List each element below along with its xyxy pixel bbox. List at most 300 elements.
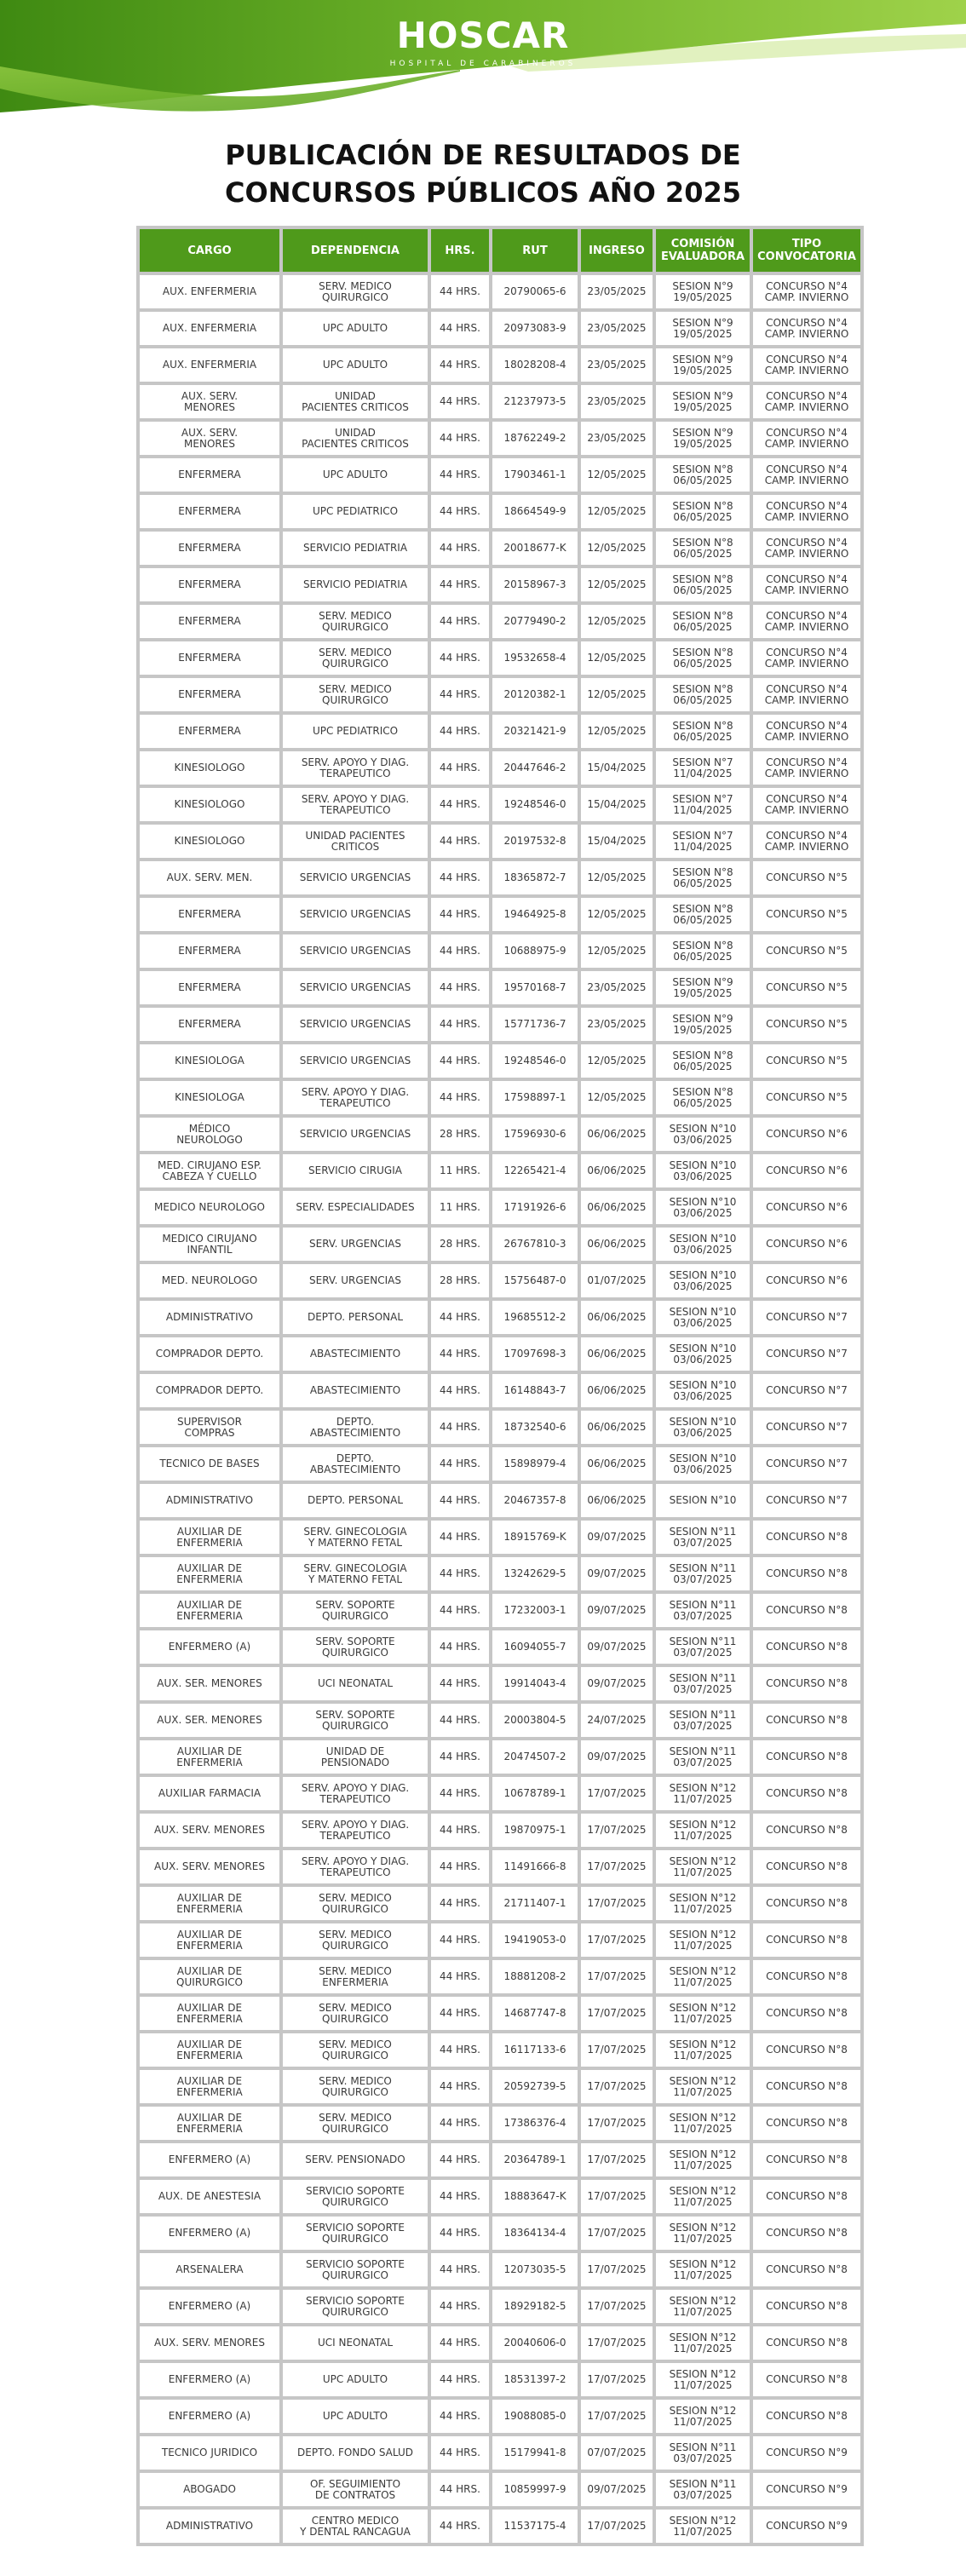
cell-comision: SESION N°12 11/07/2025 bbox=[656, 2143, 750, 2176]
cell-dependencia: UNIDAD PACIENTES CRITICOS bbox=[283, 385, 428, 418]
column-header-rut: RUT bbox=[492, 229, 578, 272]
cell-cargo: TECNICO JURIDICO bbox=[140, 2436, 279, 2470]
cell-ingreso: 01/07/2025 bbox=[581, 1264, 653, 1297]
column-header-hrs: HRS. bbox=[431, 229, 489, 272]
cell-cargo: AUX. SERV. MENORES bbox=[140, 1814, 279, 1847]
cell-cargo: MED. CIRUJANO ESP. CABEZA Y CUELLO bbox=[140, 1154, 279, 1187]
cell-cargo: AUXILIAR DE ENFERMERIA bbox=[140, 2033, 279, 2067]
cell-dependencia: SERV. APOYO Y DIAG. TERAPEUTICO bbox=[283, 788, 428, 821]
table-row bbox=[140, 1191, 860, 1224]
cell-ingreso: 09/07/2025 bbox=[581, 1667, 653, 1700]
cell-hrs: 44 HRS. bbox=[431, 1447, 489, 1481]
cell-hrs: 44 HRS. bbox=[431, 348, 489, 382]
cell-ingreso: 06/06/2025 bbox=[581, 1374, 653, 1407]
cell-hrs: 44 HRS. bbox=[431, 1557, 489, 1590]
cell-dependencia: DEPTO. FONDO SALUD bbox=[283, 2436, 428, 2470]
table-row bbox=[140, 825, 860, 858]
cell-ingreso: 17/07/2025 bbox=[581, 2363, 653, 2396]
cell-rut: 17596930-6 bbox=[492, 1118, 578, 1151]
cell-tipo: CONCURSO N°8 bbox=[753, 2217, 860, 2250]
cell-cargo: ENFERMERO (A) bbox=[140, 2290, 279, 2323]
cell-hrs: 44 HRS. bbox=[431, 312, 489, 345]
cell-comision: SESION N°8 06/05/2025 bbox=[656, 1044, 750, 1078]
cell-hrs: 44 HRS. bbox=[431, 2363, 489, 2396]
cell-dependencia: SERV. SOPORTE QUIRURGICO bbox=[283, 1704, 428, 1737]
table-row bbox=[140, 2363, 860, 2396]
cell-rut: 14687747-8 bbox=[492, 1997, 578, 2030]
cell-ingreso: 09/07/2025 bbox=[581, 1740, 653, 1774]
table-row bbox=[140, 495, 860, 528]
cell-cargo: ENFERMERA bbox=[140, 715, 279, 748]
cell-ingreso: 17/07/2025 bbox=[581, 2400, 653, 2433]
cell-dependencia: SERVICIO SOPORTE QUIRURGICO bbox=[283, 2253, 428, 2286]
cell-rut: 12265421-4 bbox=[492, 1154, 578, 1187]
cell-dependencia: SERV. MEDICO QUIRURGICO bbox=[283, 641, 428, 675]
cell-dependencia: CENTRO MEDICO Y DENTAL RANCAGUA bbox=[283, 2510, 428, 2543]
cell-tipo: CONCURSO N°6 bbox=[753, 1228, 860, 1261]
cell-hrs: 44 HRS. bbox=[431, 1337, 489, 1371]
cell-ingreso: 23/05/2025 bbox=[581, 385, 653, 418]
cell-comision: SESION N°9 19/05/2025 bbox=[656, 275, 750, 308]
cell-comision: SESION N°8 06/05/2025 bbox=[656, 898, 750, 931]
cell-hrs: 44 HRS. bbox=[431, 1374, 489, 1407]
cell-dependencia: DEPTO. PERSONAL bbox=[283, 1301, 428, 1334]
cell-comision: SESION N°10 03/06/2025 bbox=[656, 1191, 750, 1224]
cell-comision: SESION N°10 03/06/2025 bbox=[656, 1154, 750, 1187]
cell-comision: SESION N°9 19/05/2025 bbox=[656, 422, 750, 455]
cell-comision: SESION N°12 11/07/2025 bbox=[656, 1923, 750, 1957]
table-row bbox=[140, 1374, 860, 1407]
cell-dependencia: SERV. MEDICO QUIRURGICO bbox=[283, 275, 428, 308]
cell-tipo: CONCURSO N°8 bbox=[753, 2253, 860, 2286]
cell-tipo: CONCURSO N°8 bbox=[753, 1814, 860, 1847]
table-row bbox=[140, 641, 860, 675]
cell-tipo: CONCURSO N°9 bbox=[753, 2510, 860, 2543]
cell-ingreso: 24/07/2025 bbox=[581, 1704, 653, 1737]
table-row bbox=[140, 2217, 860, 2250]
cell-comision: SESION N°7 11/04/2025 bbox=[656, 751, 750, 785]
cell-rut: 17191926-6 bbox=[492, 1191, 578, 1224]
cell-tipo: CONCURSO N°7 bbox=[753, 1301, 860, 1334]
table-row bbox=[140, 715, 860, 748]
cell-comision: SESION N°12 11/07/2025 bbox=[656, 1850, 750, 1883]
cell-ingreso: 17/07/2025 bbox=[581, 1887, 653, 1920]
cell-rut: 19570168-7 bbox=[492, 971, 578, 1004]
cell-rut: 20040606-0 bbox=[492, 2326, 578, 2360]
table-row bbox=[140, 605, 860, 638]
cell-rut: 20790065-6 bbox=[492, 275, 578, 308]
cell-tipo: CONCURSO N°4 CAMP. INVIERNO bbox=[753, 532, 860, 565]
cell-tipo: CONCURSO N°8 bbox=[753, 2180, 860, 2213]
cell-cargo: ENFERMERA bbox=[140, 605, 279, 638]
cell-dependencia: OF. SEGUIMIENTO DE CONTRATOS bbox=[283, 2473, 428, 2506]
cell-rut: 17232003-1 bbox=[492, 1594, 578, 1627]
cell-comision: SESION N°8 06/05/2025 bbox=[656, 568, 750, 601]
cell-dependencia: UNIDAD PACIENTES CRITICOS bbox=[283, 422, 428, 455]
cell-rut: 19685512-2 bbox=[492, 1301, 578, 1334]
cell-rut: 20467357-8 bbox=[492, 1484, 578, 1517]
cell-ingreso: 06/06/2025 bbox=[581, 1447, 653, 1481]
cell-dependencia: ABASTECIMIENTO bbox=[283, 1337, 428, 1371]
cell-hrs: 44 HRS. bbox=[431, 678, 489, 711]
cell-rut: 20197532-8 bbox=[492, 825, 578, 858]
cell-comision: SESION N°12 11/07/2025 bbox=[656, 2217, 750, 2250]
cell-rut: 18364134-4 bbox=[492, 2217, 578, 2250]
cell-comision: SESION N°9 19/05/2025 bbox=[656, 971, 750, 1004]
cell-rut: 17097698-3 bbox=[492, 1337, 578, 1371]
cell-cargo: AUXILIAR DE ENFERMERIA bbox=[140, 1521, 279, 1554]
cell-tipo: CONCURSO N°8 bbox=[753, 2326, 860, 2360]
cell-cargo: ABOGADO bbox=[140, 2473, 279, 2506]
cell-rut: 18664549-9 bbox=[492, 495, 578, 528]
cell-rut: 19419053-0 bbox=[492, 1923, 578, 1957]
brand-subtitle: HOSPITAL DE CARABINEROS bbox=[389, 60, 577, 68]
cell-rut: 20447646-2 bbox=[492, 751, 578, 785]
cell-hrs: 44 HRS. bbox=[431, 1008, 489, 1041]
cell-hrs: 44 HRS. bbox=[431, 2326, 489, 2360]
cell-dependencia: UPC ADULTO bbox=[283, 348, 428, 382]
table-row bbox=[140, 1447, 860, 1481]
cell-rut: 19248546-0 bbox=[492, 788, 578, 821]
cell-dependencia: SERVICIO CIRUGIA bbox=[283, 1154, 428, 1187]
cell-hrs: 44 HRS. bbox=[431, 275, 489, 308]
cell-cargo: ENFERMERA bbox=[140, 568, 279, 601]
cell-dependencia: UNIDAD PACIENTES CRITICOS bbox=[283, 825, 428, 858]
cell-tipo: CONCURSO N°7 bbox=[753, 1337, 860, 1371]
cell-tipo: CONCURSO N°8 bbox=[753, 2070, 860, 2103]
cell-tipo: CONCURSO N°7 bbox=[753, 1484, 860, 1517]
cell-comision: SESION N°8 06/05/2025 bbox=[656, 641, 750, 675]
cell-cargo: AUX. SER. MENORES bbox=[140, 1704, 279, 1737]
cell-rut: 13242629-5 bbox=[492, 1557, 578, 1590]
cell-tipo: CONCURSO N°4 CAMP. INVIERNO bbox=[753, 751, 860, 785]
cell-tipo: CONCURSO N°8 bbox=[753, 1667, 860, 1700]
cell-cargo: MEDICO NEUROLOGO bbox=[140, 1191, 279, 1224]
cell-hrs: 44 HRS. bbox=[431, 2436, 489, 2470]
cell-cargo: AUX. SERV. MENORES bbox=[140, 2326, 279, 2360]
cell-comision: SESION N°10 03/06/2025 bbox=[656, 1411, 750, 1444]
cell-dependencia: ABASTECIMIENTO bbox=[283, 1374, 428, 1407]
cell-rut: 20018677-K bbox=[492, 532, 578, 565]
cell-rut: 20158967-3 bbox=[492, 568, 578, 601]
cell-hrs: 44 HRS. bbox=[431, 898, 489, 931]
cell-ingreso: 17/07/2025 bbox=[581, 2217, 653, 2250]
cell-ingreso: 12/05/2025 bbox=[581, 678, 653, 711]
table-row bbox=[140, 1887, 860, 1920]
cell-dependencia: SERVICIO SOPORTE QUIRURGICO bbox=[283, 2290, 428, 2323]
cell-comision: SESION N°12 11/07/2025 bbox=[656, 2253, 750, 2286]
cell-dependencia: SERV. GINECOLOGIA Y MATERNO FETAL bbox=[283, 1557, 428, 1590]
cell-ingreso: 23/05/2025 bbox=[581, 1008, 653, 1041]
cell-dependencia: SERVICIO URGENCIAS bbox=[283, 1118, 428, 1151]
cell-comision: SESION N°12 11/07/2025 bbox=[656, 1960, 750, 1993]
cell-cargo: AUX. SERV. MENORES bbox=[140, 385, 279, 418]
cell-comision: SESION N°9 19/05/2025 bbox=[656, 385, 750, 418]
table-row bbox=[140, 861, 860, 894]
cell-cargo: MED. NEUROLOGO bbox=[140, 1264, 279, 1297]
cell-cargo: AUXILIAR DE ENFERMERIA bbox=[140, 1997, 279, 2030]
cell-tipo: CONCURSO N°4 CAMP. INVIERNO bbox=[753, 641, 860, 675]
cell-dependencia: SERV. MEDICO QUIRURGICO bbox=[283, 1997, 428, 2030]
cell-cargo: ENFERMERO (A) bbox=[140, 2363, 279, 2396]
table-row bbox=[140, 2290, 860, 2323]
cell-ingreso: 06/06/2025 bbox=[581, 1411, 653, 1444]
cell-comision: SESION N°12 11/07/2025 bbox=[656, 1997, 750, 2030]
cell-tipo: CONCURSO N°8 bbox=[753, 1740, 860, 1774]
cell-cargo: MEDICO CIRUJANO INFANTIL bbox=[140, 1228, 279, 1261]
cell-cargo: ENFERMERO (A) bbox=[140, 1630, 279, 1664]
brand-name: HOSCAR bbox=[396, 14, 570, 56]
table-row bbox=[140, 1960, 860, 1993]
cell-rut: 17386376-4 bbox=[492, 2107, 578, 2140]
page-title bbox=[0, 136, 966, 211]
cell-cargo: ENFERMERO (A) bbox=[140, 2143, 279, 2176]
cell-rut: 19464925-8 bbox=[492, 898, 578, 931]
cell-comision: SESION N°11 03/07/2025 bbox=[656, 2436, 750, 2470]
cell-dependencia: UPC ADULTO bbox=[283, 458, 428, 492]
cell-ingreso: 06/06/2025 bbox=[581, 1337, 653, 1371]
cell-rut: 20003804-5 bbox=[492, 1704, 578, 1737]
cell-ingreso: 17/07/2025 bbox=[581, 1850, 653, 1883]
cell-hrs: 44 HRS. bbox=[431, 1484, 489, 1517]
cell-hrs: 44 HRS. bbox=[431, 1740, 489, 1774]
cell-tipo: CONCURSO N°6 bbox=[753, 1154, 860, 1187]
cell-ingreso: 12/05/2025 bbox=[581, 605, 653, 638]
table-row bbox=[140, 751, 860, 785]
cell-rut: 11537175-4 bbox=[492, 2510, 578, 2543]
cell-cargo: ENFERMERA bbox=[140, 678, 279, 711]
table-row bbox=[140, 458, 860, 492]
cell-ingreso: 12/05/2025 bbox=[581, 532, 653, 565]
cell-cargo: KINESIOLOGO bbox=[140, 751, 279, 785]
table-row bbox=[140, 934, 860, 968]
cell-hrs: 44 HRS. bbox=[431, 1301, 489, 1334]
cell-dependencia: UCI NEONATAL bbox=[283, 1667, 428, 1700]
cell-dependencia: SERVICIO URGENCIAS bbox=[283, 1044, 428, 1078]
cell-ingreso: 23/05/2025 bbox=[581, 275, 653, 308]
cell-hrs: 44 HRS. bbox=[431, 971, 489, 1004]
cell-comision: SESION N°10 03/06/2025 bbox=[656, 1264, 750, 1297]
column-header-comision: COMISIÓN EVALUADORA bbox=[656, 229, 750, 272]
table-row bbox=[140, 568, 860, 601]
table-row bbox=[140, 1850, 860, 1883]
table-row bbox=[140, 1777, 860, 1810]
cell-rut: 18028208-4 bbox=[492, 348, 578, 382]
cell-comision: SESION N°12 11/07/2025 bbox=[656, 1814, 750, 1847]
table-row bbox=[140, 312, 860, 345]
table-row bbox=[140, 1264, 860, 1297]
cell-hrs: 44 HRS. bbox=[431, 1777, 489, 1810]
cell-cargo: ENFERMERA bbox=[140, 971, 279, 1004]
cell-hrs: 44 HRS. bbox=[431, 2180, 489, 2213]
cell-cargo: AUX. ENFERMERIA bbox=[140, 348, 279, 382]
cell-comision: SESION N°10 bbox=[656, 1484, 750, 1517]
cell-dependencia: UNIDAD DE PENSIONADO bbox=[283, 1740, 428, 1774]
cell-rut: 19088085-0 bbox=[492, 2400, 578, 2433]
cell-ingreso: 17/07/2025 bbox=[581, 1997, 653, 2030]
cell-tipo: CONCURSO N°8 bbox=[753, 2107, 860, 2140]
cell-dependencia: SERVICIO SOPORTE QUIRURGICO bbox=[283, 2180, 428, 2213]
cell-comision: SESION N°11 03/07/2025 bbox=[656, 1740, 750, 1774]
cell-cargo: AUX. ENFERMERIA bbox=[140, 312, 279, 345]
table-row bbox=[140, 422, 860, 455]
cell-rut: 20364789-1 bbox=[492, 2143, 578, 2176]
cell-hrs: 44 HRS. bbox=[431, 1667, 489, 1700]
table-row bbox=[140, 898, 860, 931]
cell-hrs: 44 HRS. bbox=[431, 641, 489, 675]
cell-hrs: 44 HRS. bbox=[431, 788, 489, 821]
cell-rut: 20474507-2 bbox=[492, 1740, 578, 1774]
cell-hrs: 44 HRS. bbox=[431, 1044, 489, 1078]
column-header-tipo: TIPO CONVOCATORIA bbox=[753, 229, 860, 272]
cell-rut: 20120382-1 bbox=[492, 678, 578, 711]
cell-hrs: 44 HRS. bbox=[431, 1081, 489, 1114]
cell-comision: SESION N°8 06/05/2025 bbox=[656, 934, 750, 968]
cell-hrs: 44 HRS. bbox=[431, 1887, 489, 1920]
cell-tipo: CONCURSO N°5 bbox=[753, 1008, 860, 1041]
cell-tipo: CONCURSO N°5 bbox=[753, 898, 860, 931]
cell-tipo: CONCURSO N°4 CAMP. INVIERNO bbox=[753, 312, 860, 345]
cell-rut: 20592739-5 bbox=[492, 2070, 578, 2103]
table-row bbox=[140, 1594, 860, 1627]
cell-rut: 18762249-2 bbox=[492, 422, 578, 455]
cell-cargo: AUX. SERV. MEN. bbox=[140, 861, 279, 894]
cell-ingreso: 17/07/2025 bbox=[581, 2033, 653, 2067]
cell-comision: SESION N°11 03/07/2025 bbox=[656, 1630, 750, 1664]
cell-hrs: 44 HRS. bbox=[431, 532, 489, 565]
cell-comision: SESION N°12 11/07/2025 bbox=[656, 1887, 750, 1920]
cell-hrs: 44 HRS. bbox=[431, 2033, 489, 2067]
cell-hrs: 44 HRS. bbox=[431, 1997, 489, 2030]
cell-tipo: CONCURSO N°7 bbox=[753, 1447, 860, 1481]
cell-dependencia: UPC PEDIATRICO bbox=[283, 715, 428, 748]
cell-tipo: CONCURSO N°4 CAMP. INVIERNO bbox=[753, 458, 860, 492]
cell-cargo: AUX. DE ANESTESIA bbox=[140, 2180, 279, 2213]
cell-comision: SESION N°9 19/05/2025 bbox=[656, 1008, 750, 1041]
cell-rut: 15756487-0 bbox=[492, 1264, 578, 1297]
table-row bbox=[140, 1008, 860, 1041]
cell-ingreso: 06/06/2025 bbox=[581, 1154, 653, 1187]
table-row bbox=[140, 1630, 860, 1664]
table-row bbox=[140, 1228, 860, 1261]
cell-ingreso: 12/05/2025 bbox=[581, 861, 653, 894]
cell-cargo: AUXILIAR DE ENFERMERIA bbox=[140, 2107, 279, 2140]
cell-hrs: 44 HRS. bbox=[431, 715, 489, 748]
table-row bbox=[140, 1667, 860, 1700]
cell-dependencia: SERVICIO PEDIATRIA bbox=[283, 532, 428, 565]
cell-rut: 10688975-9 bbox=[492, 934, 578, 968]
cell-ingreso: 09/07/2025 bbox=[581, 1557, 653, 1590]
cell-dependencia: SERV. APOYO Y DIAG. TERAPEUTICO bbox=[283, 1081, 428, 1114]
cell-cargo: ENFERMERA bbox=[140, 458, 279, 492]
column-header-ingreso: INGRESO bbox=[581, 229, 653, 272]
cell-tipo: CONCURSO N°8 bbox=[753, 2033, 860, 2067]
cell-ingreso: 17/07/2025 bbox=[581, 1923, 653, 1957]
cell-comision: SESION N°12 11/07/2025 bbox=[656, 2033, 750, 2067]
table-row bbox=[140, 788, 860, 821]
cell-dependencia: UCI NEONATAL bbox=[283, 2326, 428, 2360]
cell-dependencia: SERV. APOYO Y DIAG. TERAPEUTICO bbox=[283, 1850, 428, 1883]
cell-rut: 20973083-9 bbox=[492, 312, 578, 345]
cell-ingreso: 17/07/2025 bbox=[581, 2510, 653, 2543]
cell-tipo: CONCURSO N°4 CAMP. INVIERNO bbox=[753, 348, 860, 382]
cell-comision: SESION N°11 03/07/2025 bbox=[656, 1667, 750, 1700]
cell-ingreso: 17/07/2025 bbox=[581, 2070, 653, 2103]
cell-ingreso: 23/05/2025 bbox=[581, 971, 653, 1004]
cell-tipo: CONCURSO N°7 bbox=[753, 1374, 860, 1407]
cell-hrs: 28 HRS. bbox=[431, 1264, 489, 1297]
table-row bbox=[140, 1081, 860, 1114]
cell-tipo: CONCURSO N°8 bbox=[753, 1594, 860, 1627]
cell-dependencia: DEPTO. ABASTECIMIENTO bbox=[283, 1411, 428, 1444]
cell-comision: SESION N°8 06/05/2025 bbox=[656, 458, 750, 492]
cell-rut: 17903461-1 bbox=[492, 458, 578, 492]
cell-hrs: 44 HRS. bbox=[431, 2473, 489, 2506]
cell-dependencia: SERVICIO SOPORTE QUIRURGICO bbox=[283, 2217, 428, 2250]
cell-cargo: AUXILIAR DE ENFERMERIA bbox=[140, 1887, 279, 1920]
table-row bbox=[140, 2253, 860, 2286]
cell-ingreso: 09/07/2025 bbox=[581, 1521, 653, 1554]
cell-cargo: AUXILIAR DE QUIRURGICO bbox=[140, 1960, 279, 1993]
cell-cargo: ADMINISTRATIVO bbox=[140, 1484, 279, 1517]
cell-ingreso: 17/07/2025 bbox=[581, 1814, 653, 1847]
table-row bbox=[140, 1704, 860, 1737]
cell-rut: 19870975-1 bbox=[492, 1814, 578, 1847]
cell-rut: 20321421-9 bbox=[492, 715, 578, 748]
table-row bbox=[140, 2510, 860, 2543]
cell-cargo: ARSENALERA bbox=[140, 2253, 279, 2286]
cell-rut: 21711407-1 bbox=[492, 1887, 578, 1920]
cell-hrs: 44 HRS. bbox=[431, 2070, 489, 2103]
cell-rut: 11491666-8 bbox=[492, 1850, 578, 1883]
cell-comision: SESION N°12 11/07/2025 bbox=[656, 2070, 750, 2103]
cell-dependencia: SERV. GINECOLOGIA Y MATERNO FETAL bbox=[283, 1521, 428, 1554]
cell-comision: SESION N°9 19/05/2025 bbox=[656, 312, 750, 345]
cell-ingreso: 17/07/2025 bbox=[581, 1777, 653, 1810]
cell-dependencia: SERV. URGENCIAS bbox=[283, 1228, 428, 1261]
cell-hrs: 44 HRS. bbox=[431, 2400, 489, 2433]
table-row bbox=[140, 2436, 860, 2470]
cell-dependencia: SERV. SOPORTE QUIRURGICO bbox=[283, 1594, 428, 1627]
cell-cargo: ENFERMERA bbox=[140, 898, 279, 931]
cell-dependencia: UPC PEDIATRICO bbox=[283, 495, 428, 528]
cell-cargo: COMPRADOR DEPTO. bbox=[140, 1374, 279, 1407]
cell-ingreso: 09/07/2025 bbox=[581, 2473, 653, 2506]
cell-dependencia: UPC ADULTO bbox=[283, 2363, 428, 2396]
table-body bbox=[140, 275, 860, 2543]
cell-tipo: CONCURSO N°4 CAMP. INVIERNO bbox=[753, 605, 860, 638]
cell-hrs: 44 HRS. bbox=[431, 1630, 489, 1664]
cell-comision: SESION N°9 19/05/2025 bbox=[656, 348, 750, 382]
cell-ingreso: 06/06/2025 bbox=[581, 1301, 653, 1334]
cell-rut: 19532658-4 bbox=[492, 641, 578, 675]
cell-hrs: 44 HRS. bbox=[431, 751, 489, 785]
cell-comision: SESION N°12 11/07/2025 bbox=[656, 2510, 750, 2543]
cell-tipo: CONCURSO N°4 CAMP. INVIERNO bbox=[753, 385, 860, 418]
cell-comision: SESION N°12 11/07/2025 bbox=[656, 2363, 750, 2396]
table-row bbox=[140, 348, 860, 382]
cell-comision: SESION N°8 06/05/2025 bbox=[656, 532, 750, 565]
cell-ingreso: 12/05/2025 bbox=[581, 495, 653, 528]
cell-hrs: 44 HRS. bbox=[431, 1814, 489, 1847]
cell-cargo: AUX. SER. MENORES bbox=[140, 1667, 279, 1700]
table-row bbox=[140, 1740, 860, 1774]
hospital-logo bbox=[0, 15, 966, 70]
table-row bbox=[140, 2400, 860, 2433]
cell-rut: 15771736-7 bbox=[492, 1008, 578, 1041]
cell-rut: 10859997-9 bbox=[492, 2473, 578, 2506]
cell-tipo: CONCURSO N°7 bbox=[753, 1411, 860, 1444]
